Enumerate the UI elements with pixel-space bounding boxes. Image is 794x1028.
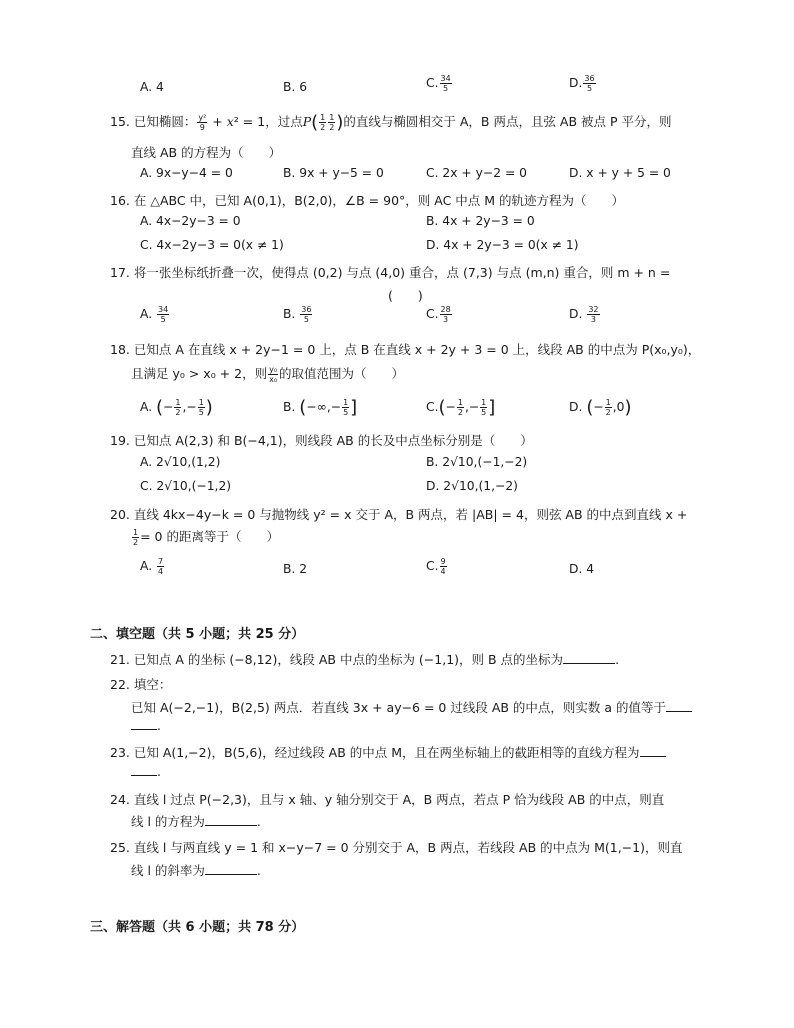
q15-option-c[interactable]: C. 2x + y−2 = 0 — [426, 166, 527, 180]
q22-stem-line1: 22. 填空： — [110, 677, 172, 692]
q22-stem-line2: 已知 A(−2,−1)，B(2,5) 两点．若直线 3x + ay−6 = 0 过线段 AB 的中点，则实数 a 的值等于 — [131, 698, 692, 716]
q22-answer-blank[interactable] — [666, 701, 692, 712]
q25-stem-line2: 线 l 的斜率为 . — [131, 863, 261, 878]
q16-option-b[interactable]: B. 4x + 2y−3 = 0 — [426, 214, 535, 228]
q14-option-b[interactable]: B. 6 — [283, 80, 308, 94]
q15-option-b[interactable]: B. 9x + y−5 = 0 — [283, 166, 384, 180]
q17-option-d[interactable]: D. $\frac{32}{3}$ — [569, 305, 599, 324]
q20-option-c[interactable]: C. $\frac{9}{4}$ — [426, 557, 446, 576]
q23-answer-blank-cont[interactable]: . — [131, 764, 161, 779]
q17-option-c[interactable]: C. $\frac{28}{3}$ — [426, 305, 451, 324]
q14-option-a[interactable]: A. 4 — [140, 80, 164, 94]
q21-stem: 21. 已知点 A 的坐标 (−8,12)，线段 AB 中点的坐标为 (−1,1)，则 B 点的坐标为 . — [110, 652, 620, 667]
q16-option-a[interactable]: A. 4x−2y−3 = 0 — [140, 214, 241, 228]
q20-option-a[interactable]: A. $\frac{7}{4}$ — [140, 557, 164, 576]
q23-stem: 23. 已知 A(1,−2)，B(5,6)，经过线段 AB 的中点 M，且在两坐标轴上的截距相等的直线方程为 — [110, 743, 666, 761]
q18-option-d[interactable]: D. (− $\frac{1}{2}$ ,0) — [569, 397, 632, 418]
q15-option-a[interactable]: A. 9x−y−4 = 0 — [140, 166, 233, 180]
q15-stem-line2: 直线 AB 的方程为（ ） — [131, 145, 282, 160]
q18-option-b[interactable]: B. (−∞,− $\frac{1}{5}$ ] — [283, 397, 358, 418]
q20-stem-line2: $\frac{1}{2}$ = 0 的距离等于（ ） — [133, 528, 279, 547]
q19-option-a[interactable]: A. 2√10,(1,2) — [140, 455, 221, 469]
ellipse-equation: $\frac{\text{y²}}{9}$ + x² = 1 — [198, 113, 266, 132]
q19-option-c[interactable]: C. 2√10,(−1,2) — [140, 479, 232, 493]
q22-answer-blank-cont[interactable]: . — [131, 718, 161, 733]
q15-stem-line1: 15. 已知椭圆： $\frac{\text{y²}}{9}$ + x² = 1，过点P( $\frac{1}{2}$ $\frac{1}{2}$ )的直线与椭圆相交于 A，B 两点，且弦 AB 被点 P 平分，则 — [110, 112, 672, 133]
q24-stem-line1: 24. 直线 l 过点 P(−2,3)，且与 x 轴、y 轴分别交于 A，B 两点，若点 P 恰为线段 AB 的中点，则直 — [110, 792, 665, 807]
q20-option-b[interactable]: B. 2 — [283, 562, 308, 576]
q25-answer-blank[interactable] — [205, 864, 257, 875]
q18-option-a[interactable]: A. (− $\frac{1}{2}$ ,− $\frac{1}{5}$ ) — [140, 397, 213, 418]
q21-answer-blank[interactable] — [563, 653, 615, 664]
q18-option-c[interactable]: C.(− $\frac{1}{2}$ ,− $\frac{1}{5}$ ] — [426, 397, 496, 418]
q16-option-c[interactable]: C. 4x−2y−3 = 0(x ≠ 1) — [140, 238, 284, 252]
q25-stem-line1: 25. 直线 l 与两直线 y = 1 和 x−y−7 = 0 分别交于 A，B 两点，若线段 AB 的中点为 M(1,−1)，则直 — [110, 840, 683, 855]
q19-option-b[interactable]: B. 2√10,(−1,−2) — [426, 455, 528, 469]
section-fill-in-title: 二、填空题（共 5 小题；共 25 分） — [90, 627, 305, 642]
q17-option-b[interactable]: B. $\frac{36}{5}$ — [283, 305, 312, 324]
q24-stem-line2: 线 l 的方程为 . — [131, 814, 261, 829]
q19-option-d[interactable]: D. 2√10,(1,−2) — [426, 479, 518, 493]
q16-stem: 16. 在 △ABC 中，已知 A(0,1)，B(2,0)，∠B = 90°，则 AC 中点 M 的轨迹方程为（ ） — [110, 193, 625, 208]
q18-stem-line1: 18. 已知点 A 在直线 x + 2y−1 = 0 上，点 B 在直线 x + 2y + 3 = 0 上，线段 AB 的中点为 P(x₀,y₀)， — [110, 342, 701, 357]
q14-option-c[interactable]: C. $\frac{34}{5}$ — [426, 74, 451, 93]
q20-option-d[interactable]: D. 4 — [569, 562, 595, 576]
q17-option-a[interactable]: A. $\frac{34}{5}$ — [140, 305, 169, 324]
q23-answer-blank[interactable] — [640, 746, 666, 757]
q14-option-d[interactable]: D. $\frac{36}{5}$ — [569, 74, 595, 93]
q15-option-d[interactable]: D. x + y + 5 = 0 — [569, 166, 671, 180]
section-solve-title: 三、解答题（共 6 小题；共 78 分） — [90, 920, 305, 935]
q19-stem: 19. 已知点 A(2,3) 和 B(−4,1)，则线段 AB 的长及中点坐标分别是（ ） — [110, 433, 533, 448]
q20-stem-line1: 20. 直线 4kx−4y−k = 0 与抛物线 y² = x 交于 A，B 两点，若 |AB| = 4，则弦 AB 的中点到直线 x + — [110, 507, 688, 522]
q17-answer-paren: ( ) — [388, 288, 423, 303]
q16-option-d[interactable]: D. 4x + 2y−3 = 0(x ≠ 1) — [426, 238, 579, 252]
q18-stem-line2: 且满足 y₀ > x₀ + 2，则 $\frac{\text{y₀}}{\text{x₀}}$ 的取值范围为（ ） — [131, 365, 405, 384]
q24-answer-blank[interactable] — [205, 815, 257, 826]
q17-stem: 17. 将一张坐标纸折叠一次，使得点 (0,2) 与点 (4,0) 重合，点 (7,3) 与点 (m,n) 重合，则 m + n = — [110, 265, 671, 280]
